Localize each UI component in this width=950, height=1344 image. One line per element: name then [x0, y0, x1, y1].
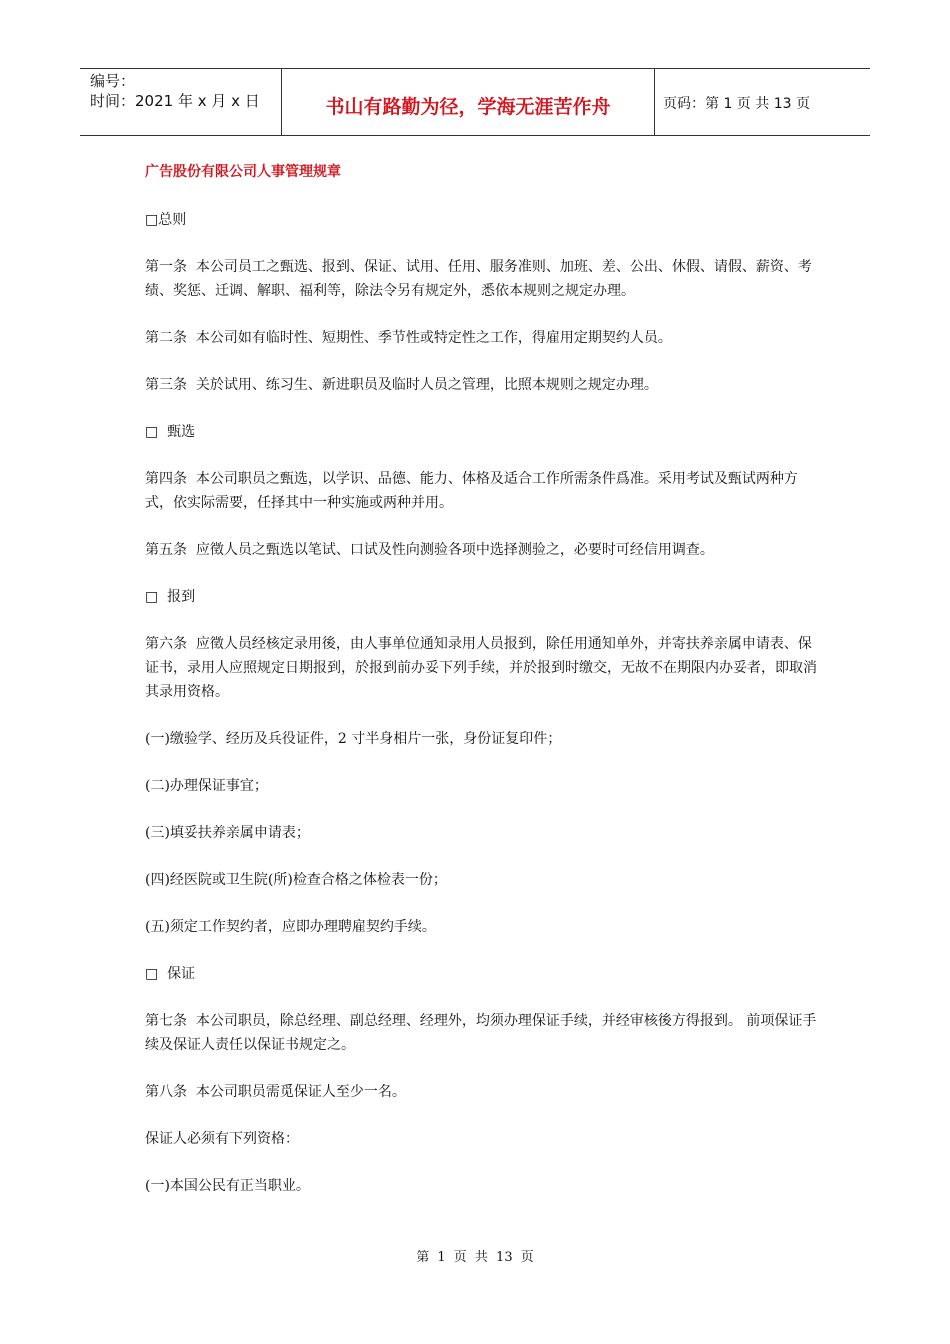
- paragraph: (四)经医院或卫生院(所)检查合格之体检表一份；: [145, 872, 447, 888]
- paragraph: (一)本国公民有正当职业。: [145, 1178, 310, 1194]
- paragraph: □ 报到: [145, 589, 196, 605]
- paragraph: 保证人必须有下列资格：: [145, 1131, 299, 1147]
- document-body: [145, 160, 825, 1221]
- paragraph: □总则: [145, 212, 187, 228]
- paragraph: 第三条 关於试用、练习生、新进职员及临时人员之管理，比照本规则之规定办理。: [145, 377, 658, 393]
- page-footer: 第 1 页 共 13 页: [416, 1250, 534, 1265]
- paragraph: 第六条 应徵人员经核定录用後，由人事单位通知录用人员报到，除任用通知单外，并寄扶养亲属申请表、保证书，录用人应照规定日期报到，於报到前办妥下列手续，并於报到时缴交，无故不在期限内办妥者，即取消其录用资格。: [145, 636, 817, 700]
- paragraph: 第一条 本公司员工之甄选、报到、保证、试用、任用、服务准则、加班、差、公出、休假、请假、薪资、考绩、奖惩、迁调、解职、福利等，除法令另有规定外，悉依本规则之规定办理。: [145, 259, 812, 299]
- paragraph: (五)须定工作契约者，应即办理聘雇契约手续。: [145, 919, 436, 935]
- document-date: 时间：2021 年 x 月 x 日: [90, 92, 260, 110]
- paragraph: (三)填妥扶养亲属申请表；: [145, 825, 310, 841]
- paragraph: □ 保证: [145, 966, 196, 982]
- header-page-info: 页码：第 1 页 共 13 页: [663, 96, 810, 112]
- document-number-label: 编号：: [90, 72, 136, 90]
- paragraph: 第五条 应徵人员之甄选以笔试、口试及性向测验各项中选择测验之，必要时可经信用调查。: [145, 542, 714, 558]
- paragraph: (一)缴验学、经历及兵役证件，2 寸半身相片一张，身份证复印件；: [145, 731, 562, 747]
- paragraph: □ 甄选: [145, 424, 196, 440]
- paragraph: (二)办理保证事宜；: [145, 778, 268, 794]
- header-motto: 书山有路勤为径，学海无涯苦作舟: [282, 69, 655, 135]
- header-meta: [80, 69, 282, 135]
- paragraph: 第七条 本公司职员，除总经理、副总经理、经理外，均须办理保证手续，并经审核後方得报到。 前项保证手续及保证人责任以保证书规定之。: [145, 1013, 817, 1053]
- paragraph: 第四条 本公司职员之甄选，以学识、品德、能力、体格及适合工作所需条件爲准。采用考试及甄试两种方式，依实际需要，任择其中一种实施或两种并用。: [145, 471, 798, 511]
- document-title: 广告股份有限公司人事管理规章: [145, 164, 341, 180]
- paragraph: 第二条 本公司如有临时性、短期性、季节性或特定性之工作，得雇用定期契约人员。: [145, 330, 672, 346]
- paragraph: 第八条 本公司职员需觅保证人至少一名。: [145, 1084, 406, 1100]
- page-header: [80, 68, 870, 136]
